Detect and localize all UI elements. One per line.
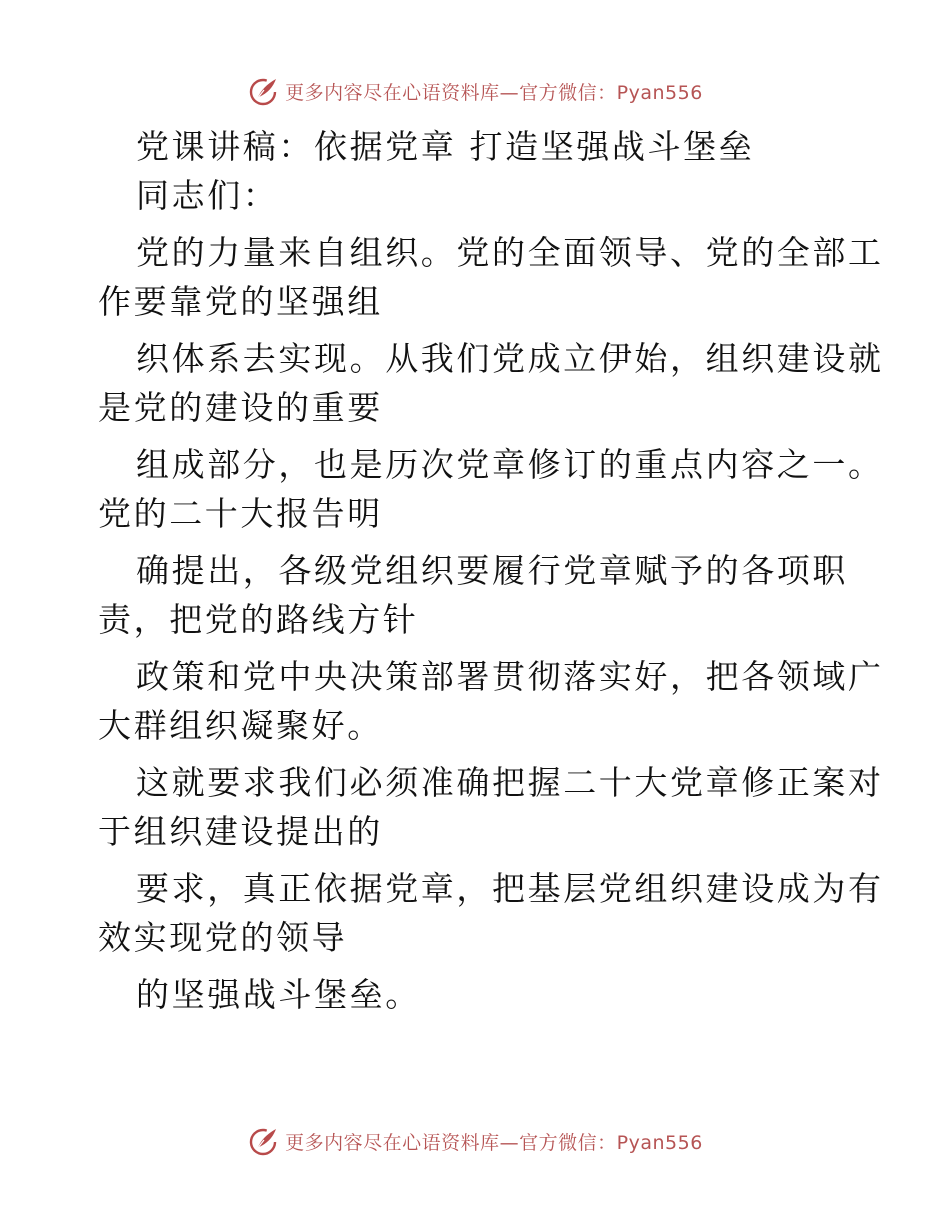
text-line: 责，把党的路线方针 <box>98 599 419 639</box>
watermark-text: 更多内容尽在心语资料库—官方微信：Pyan556 <box>285 81 703 104</box>
text-line: 织体系去实现。从我们党成立伊始，组织建设就 <box>136 339 884 378</box>
text-line: 要求，真正依据党章，把基层党组织建设成为有 <box>136 869 884 908</box>
text-line: 大群组织凝聚好。 <box>98 705 383 745</box>
text-line: 党的二十大报告明 <box>98 493 383 533</box>
text-line: 作要靠党的坚强组 <box>98 281 383 321</box>
text-line: 确提出，各级党组织要履行党章赋予的各项职 <box>136 551 848 590</box>
watermark-text: 更多内容尽在心语资料库—官方微信：Pyan556 <box>285 1131 703 1154</box>
document-title: 党课讲稿：依据党章 打造坚强战斗堡垒 <box>136 127 755 166</box>
text-line: 效实现党的领导 <box>98 917 348 957</box>
text-line: 是党的建设的重要 <box>98 387 383 427</box>
header-watermark <box>0 71 950 111</box>
feather-pen-logo-icon <box>247 75 279 107</box>
text-line: 这就要求我们必须准确把握二十大党章修正案对 <box>136 763 884 802</box>
feather-pen-logo-icon <box>247 1125 279 1157</box>
text-line: 于组织建设提出的 <box>98 811 383 851</box>
text-line: 党的力量来自组织。党的全面领导、党的全部工 <box>136 233 884 272</box>
footer-watermark <box>0 1121 950 1161</box>
text-line: 的坚强战斗堡垒。 <box>136 975 421 1014</box>
text-line: 组成部分，也是历次党章修订的重点内容之一。 <box>136 445 884 484</box>
document-body <box>98 123 884 1020</box>
text-line: 政策和党中央决策部署贯彻落实好，把各领域广 <box>136 657 884 696</box>
text-line: 同志们： <box>136 175 279 215</box>
